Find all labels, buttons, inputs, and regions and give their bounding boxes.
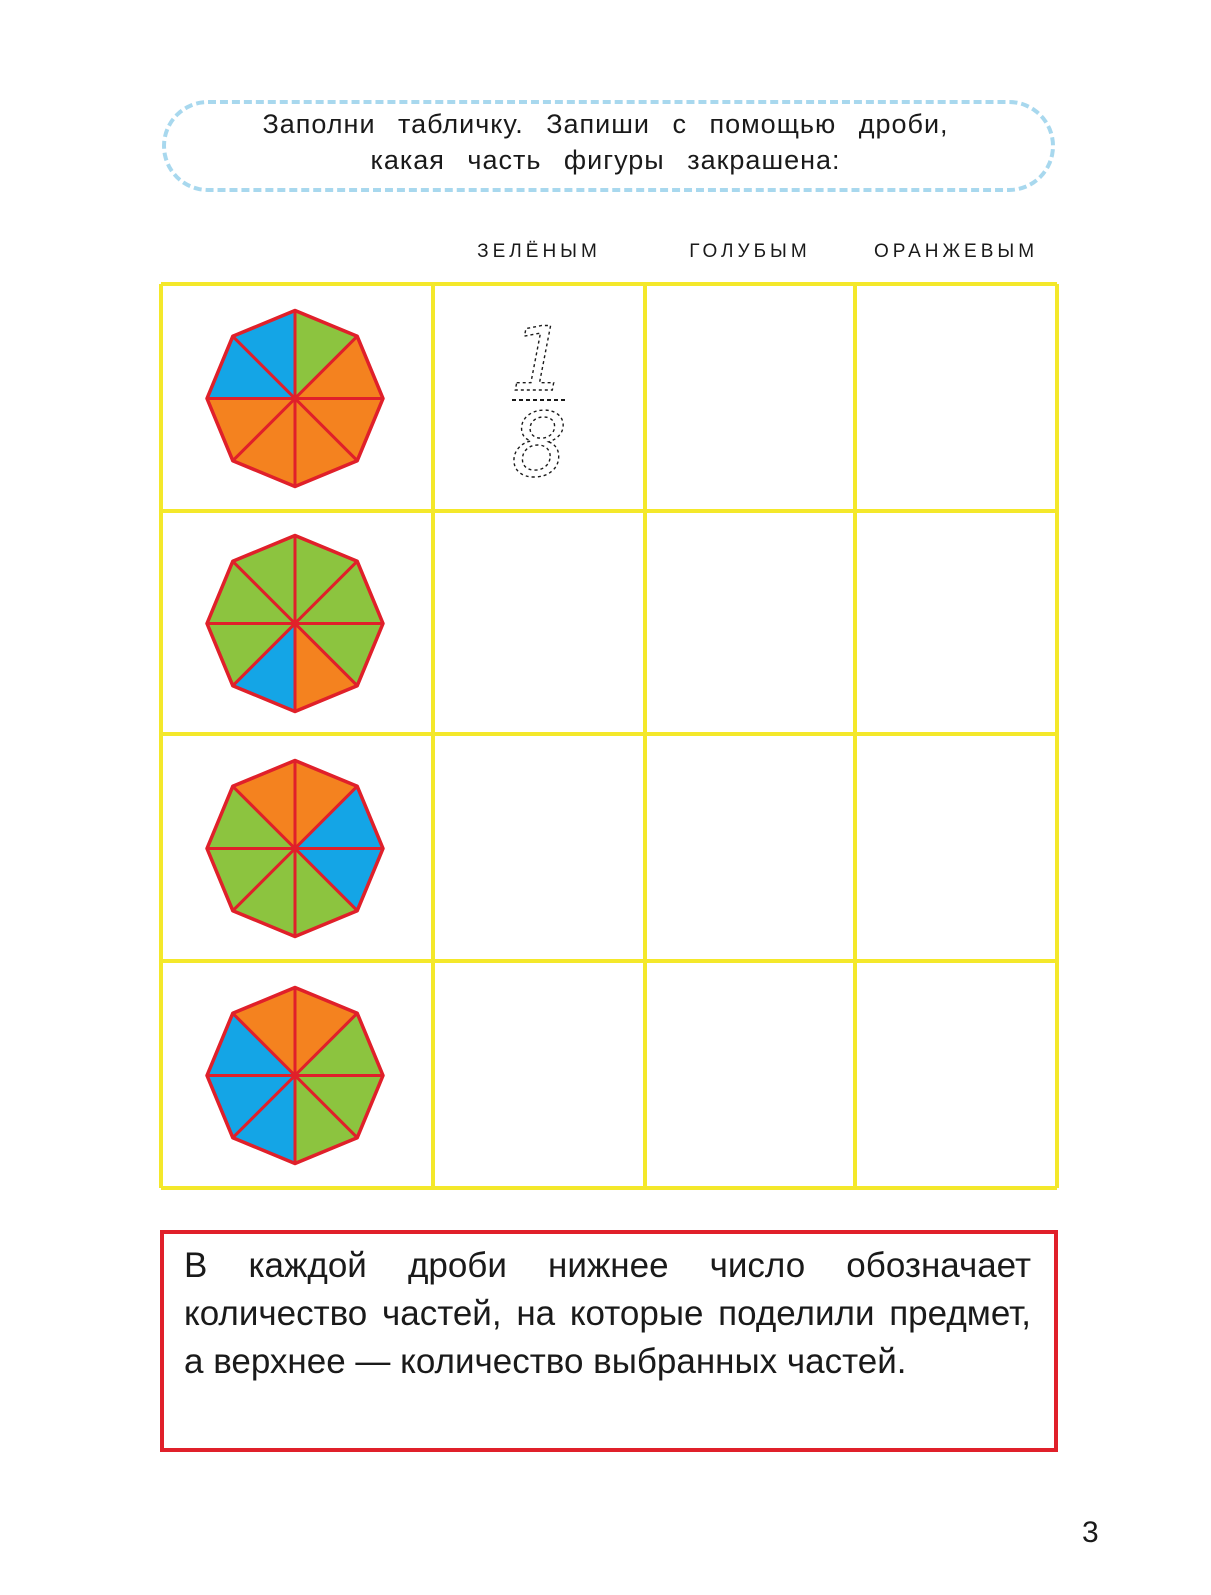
fraction-denominator: 8 [511, 394, 567, 497]
instruction-line-1: Заполни табличку. Запиши с помощью дроби, [262, 109, 949, 139]
fraction-numerator: 1 [511, 308, 567, 411]
answer-cell-3-orange [857, 736, 1055, 959]
answer-cell-1-blue [647, 286, 853, 509]
answer-cell-4-green [435, 963, 643, 1186]
instruction-line-2: какая часть фигуры закрашена: [370, 145, 841, 175]
answer-cell-4-orange [857, 963, 1055, 1186]
answer-cell-2-orange [857, 513, 1055, 732]
answer-cell-2-blue [647, 513, 853, 732]
page-number: 3 [1082, 1516, 1099, 1549]
answer-cell-4-blue [647, 963, 853, 1186]
answer-cell-2-green [435, 513, 643, 732]
column-header-blue: ГОЛУБЫМ [689, 241, 811, 262]
column-header-orange: ОРАНЖЕВЫМ [873, 241, 1039, 262]
column-header-green: ЗЕЛЁНЫМ [477, 241, 601, 262]
answer-cell-3-green [435, 736, 643, 959]
answer-cell-1-orange [857, 286, 1055, 509]
answer-cell-3-blue [647, 736, 853, 959]
rule-text: В каждой дроби нижнее число обозначает количество частей, на которые поделили предмет, а верхнее — количество выбранных частей. [184, 1246, 1031, 1381]
